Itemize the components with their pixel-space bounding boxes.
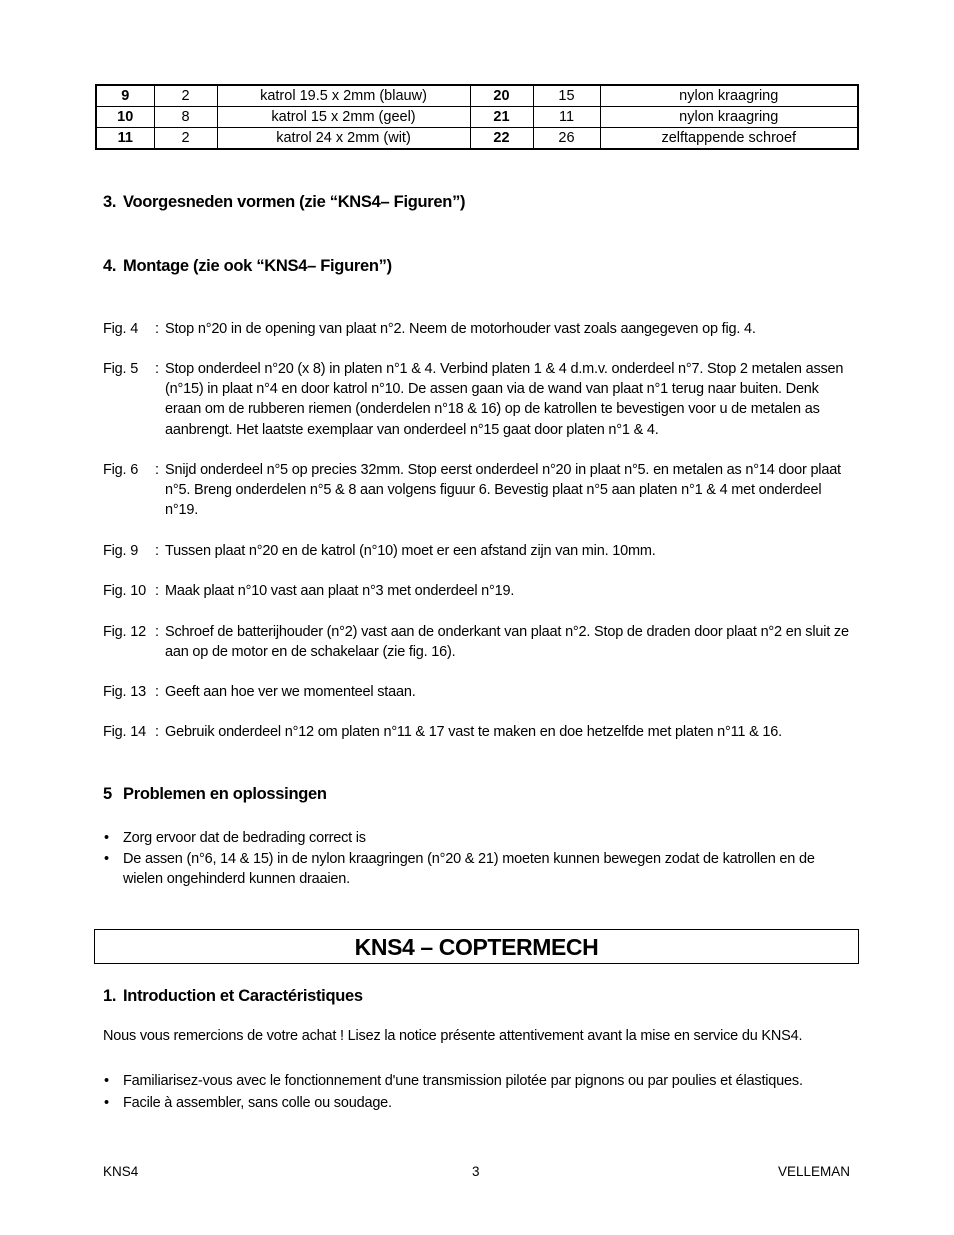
- product-title: KNS4 – COPTERMECH: [94, 929, 859, 964]
- section-number: 1.: [103, 987, 117, 1005]
- colon: :: [155, 684, 159, 700]
- figure-text: Stop onderdeel n°20 (x 8) in platen n°1 & 4. Verbind platen 1 & 4 d.m.v. onderdeel n°7. Stop 2 metalen assen (n°15) in plaat n°4 en door katrol n°10. De assen gaan via de wand van plaat n°1 terug naar buiten. Denk eraan om de rubberen riemen (onderdelen n°18 & 16) op de katrollen te bevestigen voor u de metalen as aanbrengt. Het laatste exemplaar van onderdeel n°15 gaat door platen n°1 & 4.: [165, 361, 844, 438]
- colon: :: [155, 583, 159, 599]
- section-heading-5: [103, 785, 327, 804]
- section-heading-fr-1: [103, 987, 363, 1006]
- part-description: katrol 24 x 2mm (wit): [217, 128, 470, 150]
- colon: :: [155, 543, 159, 559]
- part-quantity: 8: [154, 107, 217, 128]
- figure-label: Fig. 10: [103, 583, 146, 599]
- part-description: katrol 19.5 x 2mm (blauw): [217, 85, 470, 107]
- part-quantity: 11: [533, 107, 600, 128]
- figure-text: Gebruik onderdeel n°12 om platen n°11 & 17 vast te maken en doe hetzelfde met platen n°11 & 16.: [165, 724, 782, 740]
- problems-list: [103, 828, 853, 890]
- part-quantity: 2: [154, 128, 217, 150]
- part-quantity: 15: [533, 85, 600, 107]
- table-row: [96, 85, 858, 107]
- colon: :: [155, 361, 159, 377]
- section-title: Voorgesneden vormen (zie “KNS4– Figuren”): [123, 193, 466, 211]
- part-description: nylon kraagring: [600, 107, 858, 128]
- section-number: 4.: [103, 257, 117, 275]
- footer-right: VELLEMAN: [777, 1164, 850, 1179]
- intro-paragraph: Nous vous remercions de votre achat ! Lisez la notice présente attentivement avant la mise en service du KNS4.: [103, 1028, 803, 1044]
- part-number: 9: [96, 85, 154, 107]
- figure-label: Fig. 14: [103, 724, 146, 740]
- section-number: 3.: [103, 193, 117, 211]
- colon: :: [155, 321, 159, 337]
- part-number: 20: [470, 85, 533, 107]
- section-title: Problemen en oplossingen: [123, 785, 327, 803]
- figure-label: Fig. 9: [103, 543, 139, 559]
- features-list: [103, 1070, 853, 1114]
- part-number: 10: [96, 107, 154, 128]
- figure-text: Schroef de batterijhouder (n°2) vast aan de onderkant van plaat n°2. Stop de draden door plaat n°2 en sluit ze aan op de motor en de schakelaar (zie fig. 16).: [165, 624, 849, 661]
- figure-label: Fig. 13: [103, 684, 146, 700]
- figure-label: Fig. 12: [103, 624, 146, 640]
- part-quantity: 26: [533, 128, 600, 150]
- figure-text: Tussen plaat n°20 en de katrol (n°10) moet er een afstand zijn van min. 10mm.: [165, 543, 656, 559]
- colon: :: [155, 624, 159, 640]
- section-number: 5: [103, 785, 112, 803]
- colon: :: [155, 724, 159, 740]
- figure-label: Fig. 4: [103, 321, 139, 337]
- part-number: 11: [96, 128, 154, 150]
- list-item: • Familiarisez-vous avec le fonctionnement d'une transmission pilotée par pignons ou par poulies et élastiques.: [103, 1070, 853, 1092]
- list-item: • Zorg ervoor dat de bedrading correct is: [103, 828, 853, 849]
- figure-text: Snijd onderdeel n°5 op precies 32mm. Stop eerst onderdeel n°20 in plaat n°5. en metalen as n°14 door plaat n°5. Breng onderdelen n°5 & 8 aan volgens figuur 6. Bevestig plaat n°5 aan platen n°1 & 4 met onderdeel n°19.: [165, 462, 841, 519]
- page-number: 3: [472, 1164, 480, 1179]
- colon: :: [155, 462, 159, 478]
- part-description: nylon kraagring: [600, 85, 858, 107]
- section-heading-4: [103, 257, 392, 276]
- section-title: Introduction et Caractéristiques: [123, 987, 363, 1005]
- list-item: • De assen (n°6, 14 & 15) in de nylon kraagringen (n°20 & 21) moeten kunnen bewegen zodat de katrollen en de wielen ongehinderd kunnen draaien.: [103, 849, 853, 890]
- table-row: [96, 128, 858, 150]
- part-quantity: 2: [154, 85, 217, 107]
- section-title: Montage (zie ook “KNS4– Figuren”): [123, 257, 392, 275]
- figure-label: Fig. 5: [103, 361, 139, 377]
- part-number: 22: [470, 128, 533, 150]
- part-number: 21: [470, 107, 533, 128]
- parts-table: [95, 84, 859, 150]
- footer-left: KNS4: [103, 1164, 139, 1179]
- figure-text: Maak plaat n°10 vast aan plaat n°3 met onderdeel n°19.: [165, 583, 515, 599]
- part-description: katrol 15 x 2mm (geel): [217, 107, 470, 128]
- list-item: • Facile à assembler, sans colle ou soudage.: [103, 1092, 853, 1114]
- figure-text: Geeft aan hoe ver we momenteel staan.: [165, 684, 416, 700]
- figure-text: Stop n°20 in de opening van plaat n°2. Neem de motorhouder vast zoals aangegeven op fig. 4.: [165, 321, 756, 337]
- section-heading-3: [103, 193, 465, 212]
- figure-label: Fig. 6: [103, 462, 139, 478]
- part-description: zelftappende schroef: [600, 128, 858, 150]
- table-row: [96, 107, 858, 128]
